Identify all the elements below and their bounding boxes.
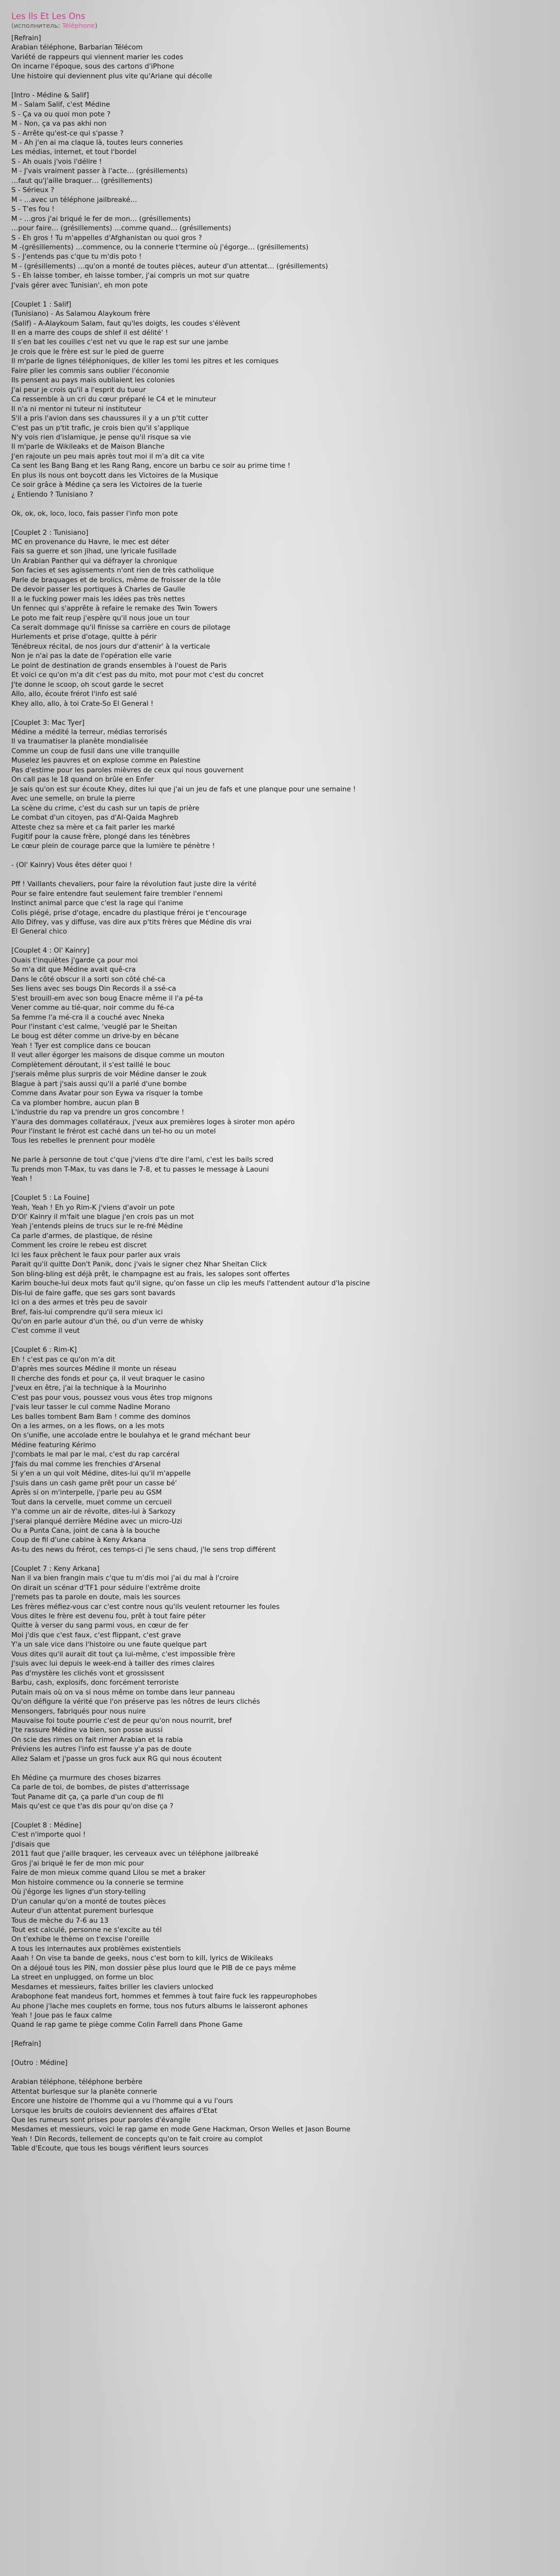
lyric-line: Au phone j'lache mes couplets en forme, tous nos futurs albums le laisseront aphones <box>11 2002 308 2010</box>
lyric-line <box>11 81 560 91</box>
credit-open-paren: ( <box>11 22 14 29</box>
lyric-line: Pour l'instant le frérot est caché dans un tel-ho ou un motel <box>11 1127 216 1136</box>
lyric-line: N'y vois rien d'islamique, je pense qu'il risque sa vie <box>11 434 191 442</box>
lyric-line: [Couplet 8 : Médine] <box>11 1821 81 1829</box>
lyric-line: Son bling-bling est déjà prêt, le champagne est au frais, les salopes sont offertes <box>11 1270 290 1278</box>
lyric-line: Tout dans la cervelle, muet comme un cercueil <box>11 1498 172 1506</box>
lyric-line: M - J'vais vraiment passer à l'acte… (grésillements) <box>11 167 188 176</box>
lyric-line: Que les rumeurs sont prises pour paroles d'évangile <box>11 2116 191 2124</box>
lyric-line: Nan il va bien frangin mais c'que tu m'dis moi j'ai du mal à l'croire <box>11 1574 239 1583</box>
lyric-line: Complètement déroutant, il s'est taillé le bouc <box>11 1061 171 1069</box>
lyric-line: De devoir passer les portiques à Charles de Gaulle <box>11 586 186 594</box>
lyric-line: Ténébreux récital, de nos jours dur d'attenir' à la verticale <box>11 642 210 651</box>
lyric-line: Hurlements et prise d'otage, quitte à périr <box>11 633 157 641</box>
lyric-line: Il en a marre des coups de shlef il est délité' ! <box>11 329 168 337</box>
lyric-line: Attentat burlesque sur la planète connerie <box>11 2088 157 2096</box>
lyric-line: Le point de destination de grands ensembles à l'ouest de Paris <box>11 662 227 670</box>
lyric-line: Tout est calculé, personne ne s'excite au tél <box>11 1926 162 1934</box>
lyric-line: (Salif) - A-Alaykoum Salam, faut qu'les doigts, les coudes s'élèvent <box>11 319 240 328</box>
lyric-line: Qu'on en parle autour d'un thé, ou d'un verre de whisky <box>11 1318 204 1326</box>
lyric-line: Où j'égorge les lignes d'un story-telling <box>11 1888 146 1896</box>
lyric-line: [Couplet 4 : Ol' Kainry] <box>11 947 90 955</box>
lyric-line: Eh Médine ça murmure des choses bizarres <box>11 1774 161 1782</box>
lyric-line: J'en rajoute un peu mais après tout moi il m'a dit ca vite <box>11 452 205 461</box>
lyric-line: M - …avec un téléphone jailbreaké… <box>11 196 137 204</box>
lyric-line: S - Eh gros ! Tu m'appelles d'Afghanistan ou quoi gros ? <box>11 234 202 242</box>
lyric-line: On dirait un scénar d'TF1 pour séduire l'extrême droite <box>11 1584 201 1592</box>
lyric-line: Et voici ce qu'on m'a dit c'est pas du mito, mot pour mot c'est du concret <box>11 671 264 680</box>
lyric-line: Arabophone feat mandeus fort, hommes et femmes à tout faire fuck les rappeurophobes <box>11 1993 317 2001</box>
lyric-line: On a déjoué tous les PIN, mon dossier pèse plus lourd que le PIB de ce pays même <box>11 1964 296 1972</box>
lyric-line: Allo Difrey, vas y diffuse, vas dire aux p'tits frères que Médine dis vrai <box>11 919 252 927</box>
lyric-line: C'est pas pour vous, poussez vous vous êtes trop mignons <box>11 1394 213 1402</box>
lyric-line: Fais sa guerre et son jihad, une lyricale fusillade <box>11 548 177 556</box>
lyric-line: [Couplet 6 : Rim-K] <box>11 1346 77 1354</box>
lyric-line: Il cherche des fonds et pour ça, il veut braquer le casino <box>11 1375 205 1383</box>
lyric-line: Yeah ! Tyer est complice dans ce boucan <box>11 1042 151 1050</box>
lyric-line: [Refrain] <box>11 35 41 42</box>
lyric-line: J'te donne le scoop, oh scout garde le secret <box>11 681 164 689</box>
lyric-line <box>11 871 560 880</box>
lyric-line: Variété de rappeurs qui viennent marier les codes <box>11 53 184 61</box>
lyric-line: Comme un coup de fusil dans une ville tranquille <box>11 747 180 755</box>
lyric-line: Coup de fil d'une cabine à Keny Arkana <box>11 1536 146 1545</box>
lyric-line: Pour se faire entendre faut seulement faire trembler l'ennemi <box>11 890 223 898</box>
lyric-line: [Couplet 1 : Salif] <box>11 300 72 309</box>
lyric-line: D'Ol' Kainry il m'fait une blague j'en crois pas un mot <box>11 1213 194 1222</box>
lyric-line: Yeah ! <box>11 1175 32 1183</box>
lyric-line: A tous les internautes aux problèmes existentiels <box>11 1945 181 1953</box>
lyric-line: Une histoire qui deviennent plus vite qu'Ariane qui décolle <box>11 72 212 80</box>
lyric-line: Pas d'mystère les clichés vont et grossissent <box>11 1669 164 1677</box>
lyric-line: Ce soir grâce à Médine ça sera les Victoires de la tuerie <box>11 481 203 489</box>
lyric-line: Comment les croire le rebeu est discret <box>11 1242 147 1250</box>
lyric-line: El General chico <box>11 928 67 936</box>
lyric-line: Non je n'ai pas la date de l'opération elle varie <box>11 652 172 660</box>
lyric-line: Tu prends mon T-Max, tu vas dans le 7-8, et tu passes le message à Laouni <box>11 1165 269 1174</box>
artist-link[interactable]: Téléphone <box>62 22 95 29</box>
lyric-line: J'disais que <box>11 1840 50 1849</box>
lyric-line: Les médias, internet, et tout l'bordel <box>11 148 137 157</box>
lyric-line: S - Ça va ou quoi mon pote ? <box>11 110 111 118</box>
lyric-line: Je crois que le frère est sur le pied de guerre <box>11 348 164 356</box>
lyric-line: Ca ressemble à un cri du cœur préparé le C4 et le minuteur <box>11 396 217 404</box>
lyric-line <box>11 1184 560 1194</box>
lyric-line: Ils pensent au pays mais oubliaient les colonies <box>11 377 175 385</box>
lyric-line: Ou a Punta Cana, joint de cana à la bouche <box>11 1527 160 1535</box>
lyric-line <box>11 2030 560 2040</box>
lyric-line <box>11 937 560 946</box>
lyric-line: Yeah ! Din Records, tellement de concepts qu'on te fait croire au complot <box>11 2135 263 2143</box>
artist-credit <box>11 22 560 30</box>
lyric-line: Lorsque les bruits de couloirs deviennent des affaires d'Etat <box>11 2107 218 2115</box>
lyric-line: Préviens les autres l'info est fausse y'a pas de doute <box>11 1745 192 1754</box>
lyric-line: ¿ Entiendo ? Tunisiano ? <box>11 490 93 499</box>
lyric-line: Moi j'dis que c'est faux, c'est flippant, c'est grave <box>11 1631 181 1639</box>
lyric-line: Tous les rebelles le prennent pour modèle <box>11 1137 155 1145</box>
lyric-line: M - Salam Salif, c'est Médine <box>11 101 110 109</box>
lyric-line: [Intro - Médine & Salif] <box>11 91 89 99</box>
lyric-line: Comme dans Avatar pour son Eywa va risquer la tombe <box>11 1090 203 1098</box>
lyric-line: C'est pas un p'tit trafic, je crois bien qu'il s'applique <box>11 424 189 432</box>
lyric-line: [Couplet 3: Mac Tyer] <box>11 719 85 727</box>
lyric-line: S'est brouill-em avec son boug Enacre même il l'a pé-ta <box>11 994 203 1003</box>
lyric-line: Mesdames et messieurs, faites briller les claviers unlocked <box>11 1983 213 1991</box>
lyric-line: Eh ! c'est pas ce qu'on m'a dit <box>11 1355 116 1364</box>
lyric-line: Bref, fais-lui comprendre qu'il sera mieux ici <box>11 1308 163 1316</box>
lyric-line: S - Ah ouais j'vois l'délire ! <box>11 158 102 166</box>
lyric-line: J'ai peur je crois qu'il a l'esprit du tueur <box>11 386 146 394</box>
lyric-line: S - Arrête qu'est-ce qui s'passe ? <box>11 129 124 138</box>
lyric-line: Son facies et ses agissements n'ont rien de très catholique <box>11 567 214 575</box>
lyric-line: On t'exhibe le thème on t'excise l'oreille <box>11 1936 150 1944</box>
lyric-line: On a les armes, on a les flows, on a les mots <box>11 1422 164 1430</box>
lyric-line <box>11 709 560 718</box>
lyric-line: [Outro : Médine] <box>11 2059 68 2067</box>
lyric-line: S - Sérieux ? <box>11 187 55 195</box>
lyric-line: As-tu des news du frérot, ces temps-ci j'le sens chaud, j'le sens trop différent <box>11 1546 276 1554</box>
lyric-line: [Refrain] <box>11 2040 41 2048</box>
lyric-line: So m'a dit que Médine avait quê-cra <box>11 966 136 974</box>
lyric-line: Ici les faux prêchent le faux pour parler aux vrais <box>11 1251 180 1259</box>
lyric-line <box>11 500 560 509</box>
lyric-line <box>11 1146 560 1156</box>
lyric-line: Arabian téléphone, téléphone berbère <box>11 2078 143 2087</box>
lyric-line: Atteste chez sa mère et ca fait parler les marké <box>11 823 175 832</box>
lyric-line: Encore une histoire de l'homme qui a vu l'homme qui a vu l'ours <box>11 2097 233 2106</box>
lyric-line: Mauvaise foi toute pourrie c'est de peur qu'on nous nourrit, bref <box>11 1717 232 1725</box>
lyric-line: M -(grésillements) …commence, ou la connerie t'termine où j'égorge… (grésillements) <box>11 243 309 251</box>
lyric-line: Médine featuring Kérimo <box>11 1441 96 1449</box>
lyric-line: Un Arabian Panther qui va défrayer la chronique <box>11 557 177 565</box>
lyric-line: M - Ah j'en ai ma claque là, toutes leurs conneries <box>11 139 183 147</box>
lyric-line: C'est comme il veut <box>11 1327 80 1335</box>
lyric-line: Khey allo, allo, à toi Crate-So El General ! <box>11 700 154 708</box>
lyric-line: Tout Paname dit ça, ça parle d'un coup de fil <box>11 1793 164 1801</box>
lyric-line <box>11 1812 560 1821</box>
lyric-line <box>11 1336 560 1346</box>
lyric-line: Auteur d'un attentat purement burlesque <box>11 1907 154 1916</box>
lyric-line: Faire de mon mieux comme quand Lilou se met a braker <box>11 1869 206 1877</box>
lyric-line: Instinct animal parce que c'est la rage qui l'anime <box>11 900 183 908</box>
lyric-line: Putain mais où on va si nous même on tombe dans leur panneau <box>11 1688 235 1697</box>
lyric-line <box>11 2049 560 2059</box>
lyric-line: J'remets pas ta parole en doute, mais les sources <box>11 1594 180 1602</box>
lyric-line: Avec une semelle, on brule la pierre <box>11 795 135 803</box>
lyric-line: Sa femme l'a mé-cra il a couché avec Nneka <box>11 1013 164 1022</box>
lyric-line: M - …gros j'ai briqué le fer de mon… (grésillements) <box>11 215 191 223</box>
lyric-line: Les balles tombent Bam Bam ! comme des dominos <box>11 1413 191 1421</box>
lyric-line: Les frères méfiez-vous car c'est contre nous qu'ils veulent retourner les foules <box>11 1603 280 1611</box>
lyric-line: J'veux en être, j'ai la technique à la Mourinho <box>11 1384 167 1393</box>
lyric-line: On call pas le 18 quand on brûle en Enfer <box>11 776 154 784</box>
lyric-line: Table d'Ecoute, que tous les bougs vérifient leurs sources <box>11 2145 209 2153</box>
lyric-line: Vener comme au tié-quar, noir comme du fé-ca <box>11 1004 174 1012</box>
song-title: Les Ils Et Les Ons <box>11 11 86 21</box>
lyric-line: Il veut aller égorger les maisons de disque comme un mouton <box>11 1052 225 1060</box>
lyric-line: S - Eh laisse tomber, eh laisse tomber, j'ai compris un mot sur quatre <box>11 272 250 280</box>
lyric-line: [Couplet 5 : La Fouine] <box>11 1194 90 1202</box>
lyric-line: Gros j'ai briqué le fer de mon mic pour <box>11 1859 144 1868</box>
lyric-line: La street en unplugged, on forme un bloc <box>11 1974 154 1982</box>
lyric-line: La scène du crime, c'est du cash sur un tapis de prière <box>11 804 200 812</box>
lyric-line: J'te rassure Médine va bien, son posse aussi <box>11 1726 163 1735</box>
lyric-line: Quand le rap game te piège comme Colin Farrell dans Phone Game <box>11 2021 243 2029</box>
lyrics-body <box>11 34 560 2154</box>
lyric-line: Ca sent les Bang Bang et les Rang Rang, encore un barbu ce soir au prime time ! <box>11 462 291 470</box>
lyric-line: [Couplet 7 : Keny Arkana] <box>11 1565 100 1573</box>
lyric-line: Le poto me fait reup j'espère qu'il nous joue un tour <box>11 614 190 622</box>
lyric-line: C'est n'importe quoi ! <box>11 1831 86 1839</box>
lyric-line <box>11 852 560 861</box>
lyric-line: Vous dites le frère est devenu fou, prêt à tout faire péter <box>11 1613 206 1621</box>
lyric-line: On s'unifie, une accolade entre le boulahya et le grand méchant beur <box>11 1432 251 1440</box>
lyric-line: Ne parle à personne de tout c'que j'viens d'te dire l'ami, c'est les bails scred <box>11 1156 274 1164</box>
lyric-line: …pour faire… (grésillements) …comme quand… (grésillements) <box>11 225 232 233</box>
lyric-line: Arabian téléphone, Barbarian Télécom <box>11 44 143 52</box>
lyric-line: Après si on m'interpelle, j'parle peu au GSM <box>11 1489 162 1497</box>
lyric-line: Aaah ! On vise ta bande de geeks, nous c'est born to kill, lyrics de Wikileaks <box>11 1955 273 1963</box>
lyric-line: Y'a comme un air de révolte, dites-lui à Sarkozy <box>11 1508 176 1516</box>
lyric-line: J'vais leur tasser le cul comme Nadine Morano <box>11 1403 170 1412</box>
lyric-line: Fugitif pour la cause frère, plongé dans les ténèbres <box>11 833 190 841</box>
lyric-line: Ok, ok, ok, loco, loco, fais passer l'info mon pote <box>11 510 178 518</box>
lyric-line: Quitte à verser du sang parmi vous, en cœur de fer <box>11 1622 188 1630</box>
lyric-line: MC en provenance du Havre, le mec est déter <box>11 538 170 546</box>
lyric-line: Allo, allo, écoute frérot l'info est salé <box>11 690 137 699</box>
lyric-line: Mensongers, fabriqués pour nous nuire <box>11 1707 146 1716</box>
lyric-line: Blague à part j'sais aussi qu'il a parlé d'une bombe <box>11 1080 187 1088</box>
lyric-line: Si y'en a un qui voit Médine, dites-lui qu'il m'appelle <box>11 1470 191 1478</box>
lyric-line: Ca parle de toi, de bombes, de pistes d'atterrissage <box>11 1784 189 1792</box>
lyric-line <box>11 1764 560 1773</box>
lyric-line: Un fennec qui s'apprête à refaire le remake des Twin Towers <box>11 605 218 613</box>
lyric-line: D'un canular qu'on a monté de toutes pièces <box>11 1897 166 1906</box>
lyric-line: Pas d'estime pour les paroles mièvres de ceux qui nous gouvernent <box>11 766 244 774</box>
lyric-line: Ca parle d'armes, de plastique, de résine <box>11 1232 153 1240</box>
lyric-line: Mais qu'est ce que t'as dis pour qu'on dise ça ? <box>11 1803 174 1811</box>
lyric-line: Il m'parle de lignes téléphoniques, de killer les tomi les pitres et les comiques <box>11 358 279 366</box>
lyric-line: Il n'a ni mentor ni tuteur ni instituteur <box>11 405 141 413</box>
lyric-line: J'serai planqué derrière Médine avec un micro-Uzi <box>11 1517 183 1526</box>
lyric-line: Colis piégé, prise d'otage, encadre du plastique fréroi je t'encourage <box>11 909 247 917</box>
lyric-line: Médine a médité la terreur, médias terrorisés <box>11 728 167 736</box>
lyric-line: Il s'en bat les couilles c'est net vu que le rap est sur une jambe <box>11 338 228 347</box>
lyric-line: D'après mes sources Médine il monte un réseau <box>11 1365 177 1374</box>
lyric-line: Il m'parle de Wikileaks et de Maison Blanche <box>11 443 165 451</box>
lyric-line <box>11 519 560 528</box>
lyric-line: Ouais t'inquiètes j'garde ça pour moi <box>11 956 138 964</box>
lyric-line: Allez Salam et j'passe un gros fuck aux RG qui nous écoutent <box>11 1755 222 1763</box>
lyric-line: Faire plier les commis sans oublier l'économie <box>11 367 170 375</box>
lyric-line: On scie des rimes on fait rimer Arabian et la rabia <box>11 1736 183 1744</box>
lyric-line: Le boug est déter comme un drive-by en bécane <box>11 1032 179 1041</box>
lyric-line: L'industrie du rap va prendre un gros concombre ! <box>11 1109 185 1117</box>
lyric-line: (Tunisiano) - As Salamou Alaykoum frère <box>11 310 151 318</box>
lyric-line: Ses liens avec ses bougs Din Records il a ssé-ca <box>11 985 176 993</box>
lyric-line: Yeah ! Joue pas le faux calme <box>11 2012 112 2020</box>
lyric-line: Tous de mèche du 7-6 au 13 <box>11 1917 109 1925</box>
lyric-line: [Couplet 2 : Tunisiano] <box>11 529 89 537</box>
lyric-line: Ca va plomber hombre, aucun plan B <box>11 1099 140 1107</box>
lyric-line <box>11 2069 560 2078</box>
lyric-line: Parle de braquages et de brolics, même de froisser de la tôle <box>11 576 221 584</box>
lyric-line <box>11 291 560 300</box>
lyric-line: - (Ol' Kainry) Vous êtes déter quoi ! <box>11 861 133 870</box>
lyric-line: J'suis avec lui depuis le week-end à tailler des rimes claires <box>11 1660 215 1668</box>
lyric-line: Yeah, Yeah ! Eh yo Rim-K j'viens d'avoir un pote <box>11 1204 175 1212</box>
lyric-line: J'fais du mal comme les frenchies d'Arsenal <box>11 1460 161 1468</box>
lyric-line: Qu'on défigure la vérité que l'on préserve pas les nôtres de leurs clichés <box>11 1698 260 1706</box>
lyric-line <box>11 1555 560 1564</box>
lyric-line: Mon histoire commence ou la connerie se termine <box>11 1878 184 1887</box>
lyric-line: Y'a un sale vice dans l'histoire ou une faute quelque part <box>11 1641 207 1649</box>
lyric-line: Vous dites qu'il aurait dit tout ça lui-même, c'est impossible frère <box>11 1650 235 1658</box>
lyric-line: Yeah j'entends pleins de trucs sur le re-fré Médine <box>11 1223 183 1231</box>
lyric-line: En plus ils nous ont boycott dans les Victoires de la Musique <box>11 471 219 480</box>
lyric-line: S - T'es fou ! <box>11 206 55 214</box>
lyric-line: Mesdames et messieurs, voici le rap game en mode Gene Hackman, Orson Welles et Jason Bourne <box>11 2126 351 2134</box>
lyric-line: 2011 faut que j'aille braquer, les cerveaux avec un téléphone jailbreaké <box>11 1850 259 1858</box>
lyric-line: Karim bouche-lui deux mots faut qu'il signe, qu'on fasse un clip les meufs l'attendent autour d'la piscine <box>11 1280 370 1288</box>
lyric-line: Dis-lui de faire gaffe, que ses gars sont bavards <box>11 1289 175 1297</box>
lyric-line: Le cœur plein de courage parce que la lumière te pénètre ! <box>11 842 215 851</box>
lyric-line: J'serais même plus surpris de voir Médine danser le zouk <box>11 1071 207 1079</box>
lyric-line: Il a le fucking power mais les idées pas très nettes <box>11 595 185 603</box>
lyric-line: J'vais gérer avec Tunisian', eh mon pote <box>11 281 148 290</box>
lyric-line: Ici on a des armes et très peu de savoir <box>11 1299 147 1307</box>
lyric-line: Pour l'instant c'est calme, 'veuglé par le Sheitan <box>11 1023 177 1031</box>
lyric-line: Je sais qu'on est sur écoute Khey, dites lui que j'ai un jeu de fafs et une planque pour une semaine ! <box>11 785 356 793</box>
lyric-line: Le combat d'un citoyen, pas d'Al-Qaida Maghreb <box>11 814 178 822</box>
lyric-line: Barbu, cash, explosifs, donc forcément terroriste <box>11 1679 179 1687</box>
lyric-line: Il va traumatiser la planète mondialisée <box>11 738 149 746</box>
lyric-line: Parait qu'il quitte Don't Panik, donc j'vais le signer chez Nhar Sheitan Click <box>11 1261 267 1269</box>
lyric-line: M - Non, ça va pas akhi non <box>11 120 107 128</box>
lyric-line: Muselez les pauvres et on explose comme en Palestine <box>11 757 201 765</box>
lyric-line: Y'aura des dommages collatéraux, j'veux aux premières loges à siroter mon apéro <box>11 1118 295 1126</box>
credit-close-paren: ) <box>95 22 97 29</box>
lyric-line: Ca serait dommage qu'il finisse sa carrière en cours de pilotage <box>11 624 230 632</box>
lyric-line: Pff ! Vaillants chevaliers, pour faire la révolution faut juste dire la vérité <box>11 880 257 889</box>
lyric-line: J'suis dans un cash game prêt pour un casse bé' <box>11 1479 177 1487</box>
lyric-line: On incarne l'époque, sous des cartons d'iPhone <box>11 63 174 71</box>
lyric-line: Dans le côté obscur il a sorti son côté ché-ca <box>11 975 166 984</box>
lyric-line: M - (grésillements) …qu'on a monté de toutes pièces, auteur d'un attentat… (grésillements) <box>11 262 328 270</box>
credit-label: исполнитель: <box>13 22 62 29</box>
lyric-line: S'il a pris l'avion dans ses chaussures il y a un p'tit cutter <box>11 415 208 423</box>
lyric-line: …faut qu'j'aille braquer… (grésillements) <box>11 177 153 185</box>
lyric-line: S - J'entends pas c'que tu m'dis poto ! <box>11 253 142 261</box>
lyric-line: J'combats le mal par le mal, c'est du rap carcéral <box>11 1451 180 1459</box>
